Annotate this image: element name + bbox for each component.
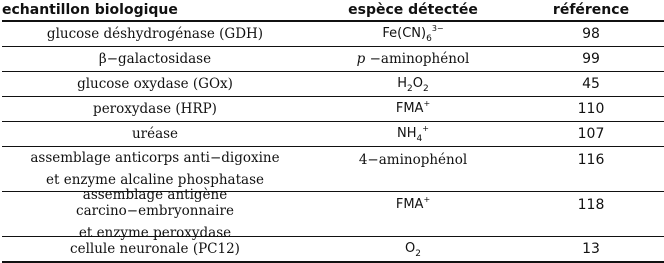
sample-cell: peroxydase (HRP)	[93, 101, 217, 117]
sample-line: et enzyme alcaline phosphatase	[46, 172, 264, 188]
species-text: Fe(CN)	[382, 26, 427, 41]
header-sample: echantillon biologique	[2, 2, 178, 18]
sample-cell: cellule neuronale (PC12)	[70, 241, 240, 257]
species-superscript: 3−	[431, 24, 444, 33]
species-prefix: p	[356, 51, 366, 67]
species-cell	[308, 101, 518, 117]
sample-cell	[2, 150, 308, 188]
species-cell	[308, 241, 518, 257]
species-cell	[308, 76, 518, 92]
species-superscript: +	[422, 124, 429, 133]
reference-table	[2, 0, 664, 263]
species-cell	[308, 51, 518, 67]
species-superscript: +	[423, 195, 431, 204]
table-header-row	[2, 0, 664, 22]
table-row	[2, 187, 664, 241]
species-text: FMA	[395, 197, 424, 212]
table-row	[2, 122, 664, 147]
sample-cell: glucose oxydase (GOx)	[77, 76, 233, 92]
sample-cell: uréase	[131, 126, 179, 142]
species-subscript: 2	[423, 84, 429, 94]
species-text: −aminophénol	[365, 51, 470, 67]
species-subscript: 6	[426, 34, 432, 44]
table-row	[2, 72, 664, 97]
species-cell	[308, 147, 518, 168]
reference-cell: 110	[577, 101, 605, 117]
species-text: H	[397, 76, 408, 91]
species-subscript: 2	[415, 249, 421, 259]
species-cell	[308, 26, 518, 42]
species-text: FMA	[395, 101, 424, 116]
species-text: O	[405, 241, 416, 256]
reference-cell: 13	[582, 241, 600, 257]
table-row	[2, 22, 664, 47]
sample-cell	[2, 187, 308, 241]
reference-cell: 99	[582, 51, 600, 67]
species-text: 4−aminophénol	[358, 152, 468, 168]
species-cell	[308, 126, 518, 142]
sample-cell: β−galactosidase	[98, 51, 212, 67]
reference-cell: 45	[582, 76, 600, 92]
header-species: espèce détectée	[348, 2, 478, 18]
sample-line: assemblage antigène carcino−embryonnaire	[76, 187, 234, 219]
species-subscript: 4	[416, 134, 423, 144]
species-subscript: 2	[407, 84, 413, 94]
reference-cell: 116	[577, 152, 605, 168]
species-superscript: +	[423, 99, 431, 108]
table-row	[2, 97, 664, 122]
species-text: NH	[397, 126, 417, 141]
table-row	[2, 47, 664, 72]
reference-cell: 118	[577, 197, 605, 213]
sample-line: assemblage anticorps anti−digoxine	[30, 150, 280, 166]
header-reference: référence	[552, 2, 630, 18]
sample-line: et enzyme peroxydase	[78, 225, 232, 241]
reference-cell: 107	[577, 126, 605, 142]
reference-cell: 98	[582, 26, 600, 42]
sample-cell: glucose déshydrogénase (GDH)	[46, 26, 264, 42]
species-cell	[308, 192, 518, 213]
table-row	[2, 147, 664, 192]
species-text: O	[412, 76, 423, 91]
table-row	[2, 237, 664, 263]
